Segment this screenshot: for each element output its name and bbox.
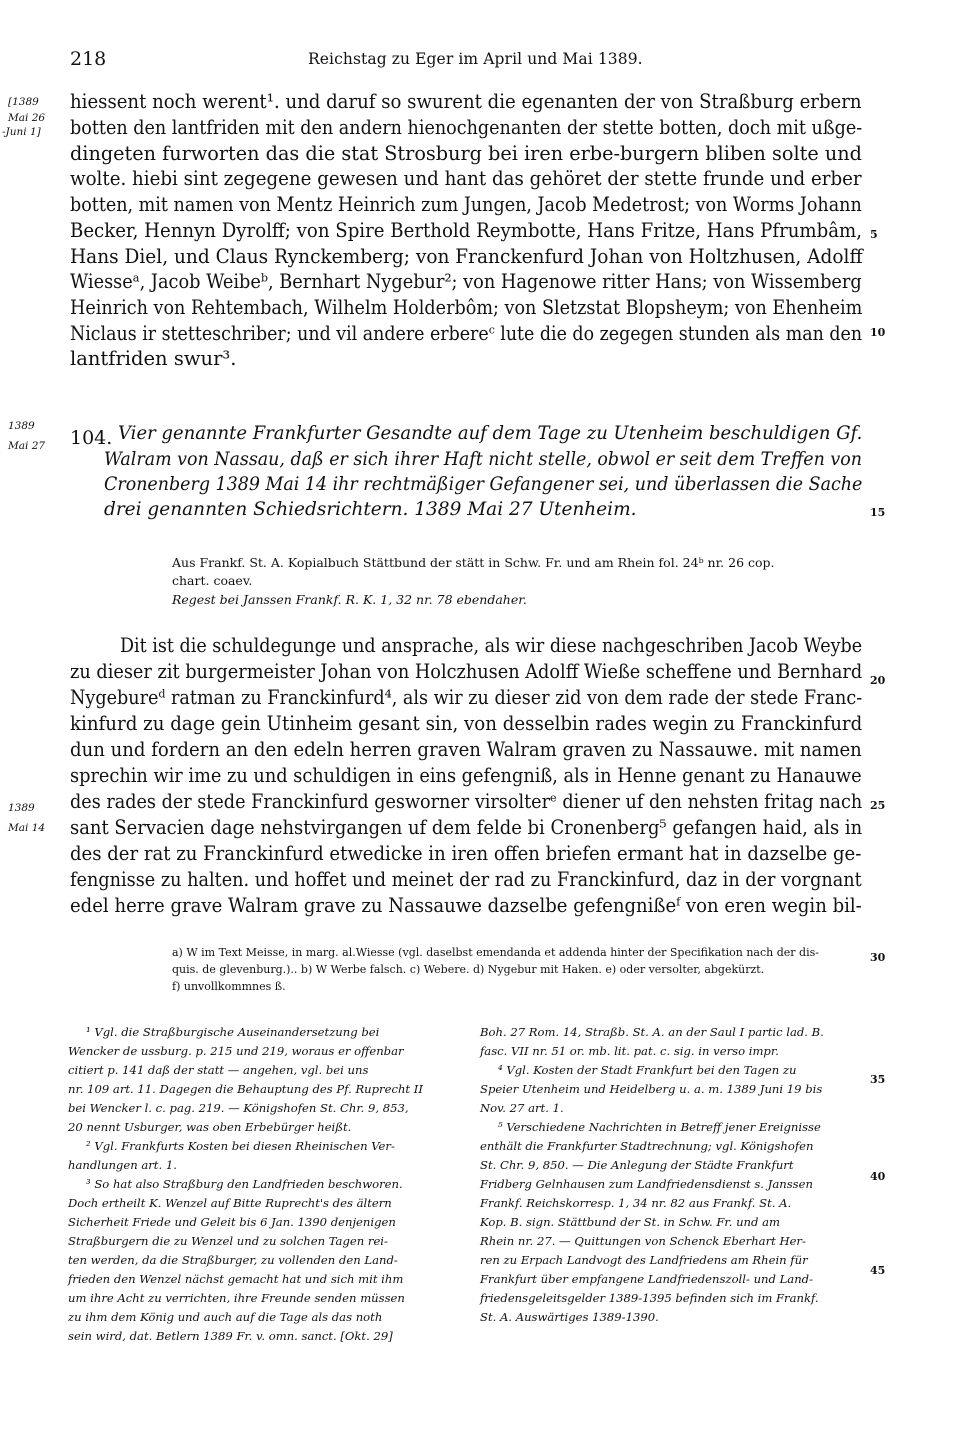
- text-line: Niclaus ir stetteschriber; und vil andere erbereᶜ lute die do zegegen stunden als man den: [70, 322, 863, 345]
- footnote-line: sein wird, dat. Betlern 1389 Fr. v. omn. sanct. [Okt. 29]: [68, 1329, 393, 1343]
- text-line: sant Servacien dage nehstvirgangen uf dem felde bi Cronenberg⁵ gefangen haid, als in: [70, 816, 863, 839]
- footnote-line: Speier Utenheim und Heidelberg u. a. m. 1389 Juni 19 bis: [480, 1082, 823, 1096]
- text-line: hiessent noch werent¹. und daruf so swurent die egenanten der von Straßburg erbern: [70, 90, 862, 113]
- line-number: 5: [870, 228, 878, 241]
- footnote-line: Frankfurt über empfangene Landfriedenszoll- und Land-: [480, 1272, 814, 1286]
- footnote-line: St. Chr. 9, 850. — Die Anlegung der Städte Frankfurt: [480, 1158, 794, 1172]
- footnote-line: ² Vgl. Frankfurts Kosten bei diesen Rheinischen Ver-: [86, 1139, 395, 1153]
- footnote-line: ³ So hat also Straßburg den Landfrieden beschworen.: [86, 1177, 403, 1191]
- text-line: fengnisse zu halten. und hoffet und meinet der rad zu Franckinfurd, daz in der vorgnant: [70, 868, 862, 891]
- footnote-line: 20 nennt Usburger, was oben Erbebürger heißt.: [68, 1120, 352, 1134]
- section-heading: drei genannten Schiedsrichtern. 1389 Mai 27 Utenheim.: [104, 499, 637, 520]
- source-note: chart. coaev.: [172, 573, 253, 588]
- text-line: dun und fordern an den edeln herren graven Walram graven zu Nassauwe. mit namen: [70, 738, 862, 761]
- line-number: 45: [870, 1264, 886, 1277]
- text-line: Becker, Hennyn Dyrolff; von Spire Berthold Reymbotte, Hans Fritze, Hans Pfrumbâm,: [70, 219, 863, 242]
- footnote-line: Nov. 27 art. 1.: [480, 1101, 564, 1115]
- footnote-line: fasc. VII nr. 51 or. mb. lit. pat. c. sig. in verso impr.: [480, 1044, 779, 1058]
- footnote-line: frieden den Wenzel nächst gemacht hat und sich mit ihm: [68, 1272, 404, 1286]
- line-number: 20: [870, 674, 886, 687]
- text-line: des rades der stede Franckinfurd gesworner virsolterᵉ diener uf den nehsten fritag nach: [70, 790, 863, 813]
- line-number: 10: [870, 326, 886, 339]
- source-note: Aus Frankf. St. A. Kopialbuch Stättbund der stätt in Schw. Fr. und am Rhein fol. 24ᵇ nr. 26 cop.: [172, 555, 775, 570]
- footnote-line: ⁵ Verschiedene Nachrichten in Betreff jener Ereignisse: [498, 1120, 821, 1134]
- footnote-line: enthält die Frankfurter Stadtrechnung; vgl. Königshofen: [480, 1139, 814, 1153]
- footnote-line: Wencker de ussburg. p. 215 und 219, woraus er offenbar: [68, 1044, 404, 1058]
- text-line: edel herre grave Walram grave zu Nassauwe dazselbe gefengnißeᶠ von eren wegin bil-: [70, 894, 862, 917]
- footnote-line: Straßburgern die zu Wenzel und zu solchen Tagen rei-: [68, 1234, 388, 1248]
- text-line: Hans Diel, und Claus Rynckemberg; von Franckenfurd Johan von Holtzhusen, Adolff: [70, 245, 863, 268]
- line-number: 25: [870, 799, 886, 812]
- text-line: des der rat zu Franckinfurd etwedicke in iren offen briefen ermant hat in dazselbe ge-: [70, 842, 862, 865]
- footnote-line: Boh. 27 Rom. 14, Straßb. St. A. an der Saul I partic lad. B.: [480, 1025, 824, 1039]
- footnote-line: Fridberg Gelnhausen zum Landfriedensdienst s. Janssen: [480, 1177, 813, 1191]
- footnote-line: ren zu Erpach Landvogt des Landfriedens am Rhein für: [480, 1253, 808, 1267]
- text-line: botten, mit namen von Mentz Heinrich zum Jungen, Jacob Medetrost; von Worms Johann: [70, 193, 862, 216]
- footnote-line: Doch ertheilt K. Wenzel auf Bitte Ruprecht's des ältern: [68, 1196, 392, 1210]
- footnote-line: bei Wencker l. c. pag. 219. — Königshofen St. Chr. 9, 853,: [68, 1101, 409, 1115]
- text-line: lantfriden swur³.: [70, 347, 237, 370]
- footnote-line: Kop. B. sign. Stättbund der St. in Schw. Fr. und am: [480, 1215, 781, 1229]
- text-line: dingeten furworten das die stat Strosburg bei iren erbe-burgern bliben solte und: [70, 142, 862, 165]
- text-line: sprechin wir ime zu und schuldigen in eins gefengniß, als in Henne genant zu Hanauwe: [70, 764, 862, 787]
- text-line: zu dieser zit burgermeister Johan von Holczhusen Adolff Wieße scheffene und Bernhard: [70, 660, 863, 683]
- margin-date: 1389: [8, 802, 35, 814]
- text-line: Dit ist die schuldegunge und ansprache, als wir diese nachgeschriben Jacob Weybe: [120, 634, 863, 657]
- footnote-line: ⁴ Vgl. Kosten der Stadt Frankfurt bei den Tagen zu: [498, 1063, 797, 1077]
- footnote-line: nr. 109 art. 11. Dagegen die Behauptung des Pf. Ruprecht II: [68, 1082, 423, 1096]
- footnote-line: Sicherheit Friede und Geleit bis 6 Jan. 1390 denjenigen: [68, 1215, 396, 1229]
- margin-date: Mai 14: [8, 822, 46, 834]
- apparatus-note: quis. de glevenburg.).. b) W Werbe falsch. c) Webere. d) Nygebur mit Haken. e) oder versolter, abgekürzt.: [172, 963, 765, 976]
- margin-date: 1389: [8, 420, 35, 432]
- line-number: 30: [870, 951, 886, 964]
- footnote-line: handlungen art. 1.: [68, 1158, 177, 1172]
- line-number: 15: [870, 506, 886, 519]
- footnote-line: friedensgeleitsgelder 1389-1395 befinden sich im Frankf.: [480, 1291, 819, 1305]
- section-heading: Walram von Nassau, daß er sich ihrer Haft nicht stelle, obwol er seit dem Treffen von: [104, 449, 862, 470]
- section-heading: Vier genannte Frankfurter Gesandte auf dem Tage zu Utenheim beschuldigen Gf.: [118, 423, 863, 444]
- footnote-line: citiert p. 141 daß der statt — angehen, vgl. bei uns: [68, 1063, 369, 1077]
- running-title: Reichstag zu Eger im April und Mai 1389.: [308, 50, 643, 68]
- margin-date: [1389: [8, 96, 39, 108]
- apparatus-note: f) unvollkommnes ß.: [172, 980, 286, 993]
- text-line: botten den lantfriden mit den andern hienochgenanten der stette botten, doch mit ußge-: [70, 116, 863, 139]
- page-number: 218: [70, 48, 107, 70]
- section-heading: Cronenberg 1389 Mai 14 ihr rechtmäßiger Gefangener sei, und überlassen die Sache: [104, 474, 863, 495]
- footnote-line: um ihre Acht zu verrichten, ihre Freunde senden müssen: [68, 1291, 405, 1305]
- line-number: 35: [870, 1073, 886, 1086]
- section-number: 104.: [70, 427, 113, 449]
- source-note: Regest bei Janssen Frankf. R. K. 1, 32 nr. 78 ebendaher.: [172, 592, 527, 607]
- text-line: Heinrich von Rehtembach, Wilhelm Holderbôm; von Sletzstat Blopsheym; von Ehenheim: [70, 296, 863, 319]
- text-line: Nygebureᵈ ratman zu Franckinfurd⁴, als wir zu dieser zid von dem rade der stede Franc-: [70, 686, 863, 709]
- footnote-line: zu ihm dem König und auch auf die Tage als das noth: [68, 1310, 383, 1324]
- text-line: kinfurd zu dage gein Utinheim gesant sin, von desselbin rades wegin zu Franckinfurd: [70, 712, 863, 735]
- margin-date: Mai 26: [8, 112, 46, 124]
- apparatus-note: a) W im Text Meisse, in marg. al.Wiesse (vgl. daselbst emendanda et addenda hinter der Specifikation nach der dis-: [172, 946, 819, 959]
- footnote-line: ¹ Vgl. die Straßburgische Auseinandersetzung bei: [86, 1025, 380, 1039]
- footnote-line: ten werden, da die Straßburger, zu vollenden den Land-: [68, 1253, 398, 1267]
- footnote-line: St. A. Auswärtiges 1389-1390.: [480, 1310, 659, 1324]
- text-line: Wiesseᵃ, Jacob Weibeᵇ, Bernhart Nygebur²; von Hagenowe ritter Hans; von Wissemberg: [70, 270, 862, 293]
- line-number: 40: [870, 1170, 886, 1183]
- text-line: wolte. hiebi sint zegegene gewesen und hant das gehöret der stette frunde und erber: [70, 167, 862, 190]
- footnote-line: Frankf. Reichskorresp. 1, 34 nr. 82 aus Frankf. St. A.: [480, 1196, 792, 1210]
- margin-date: -Juni 1]: [2, 126, 41, 138]
- footnote-line: Rhein nr. 27. — Quittungen von Schenck Eberhart Her-: [480, 1234, 806, 1248]
- margin-date: Mai 27: [8, 440, 46, 452]
